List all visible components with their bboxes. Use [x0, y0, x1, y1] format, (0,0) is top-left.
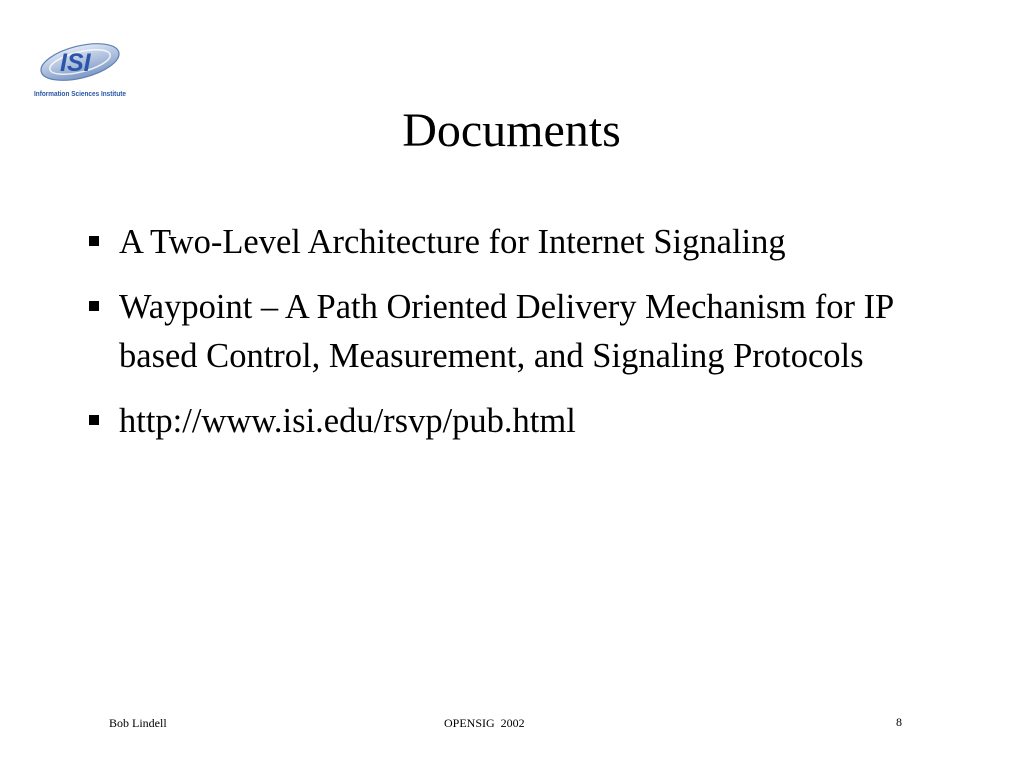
footer-author: Bob Lindell — [109, 716, 167, 730]
page-number: 8 — [896, 715, 902, 729]
square-bullet-icon — [89, 415, 99, 425]
square-bullet-icon — [89, 236, 99, 246]
footer-event: OPENSIG 2002 — [444, 716, 525, 730]
bullet-list — [86, 218, 966, 462]
bullet-item — [86, 283, 966, 381]
slide-title: Documents — [402, 104, 621, 157]
logo-text: ISI — [60, 49, 91, 77]
bullet-text: A Two-Level Architecture for Internet Signaling — [119, 223, 786, 261]
bullet-item — [86, 218, 966, 267]
bullet-item — [86, 397, 966, 446]
bullet-text: Waypoint – A Path Oriented Delivery Mechanism for IP based Control, Measurement, and Signaling Protocols — [119, 288, 893, 375]
logo-caption: Information Sciences Institute — [34, 89, 126, 98]
square-bullet-icon — [89, 301, 99, 311]
isi-logo-icon — [32, 38, 128, 100]
bullet-link-text[interactable]: http://www.isi.edu/rsvp/pub.html — [119, 402, 576, 440]
